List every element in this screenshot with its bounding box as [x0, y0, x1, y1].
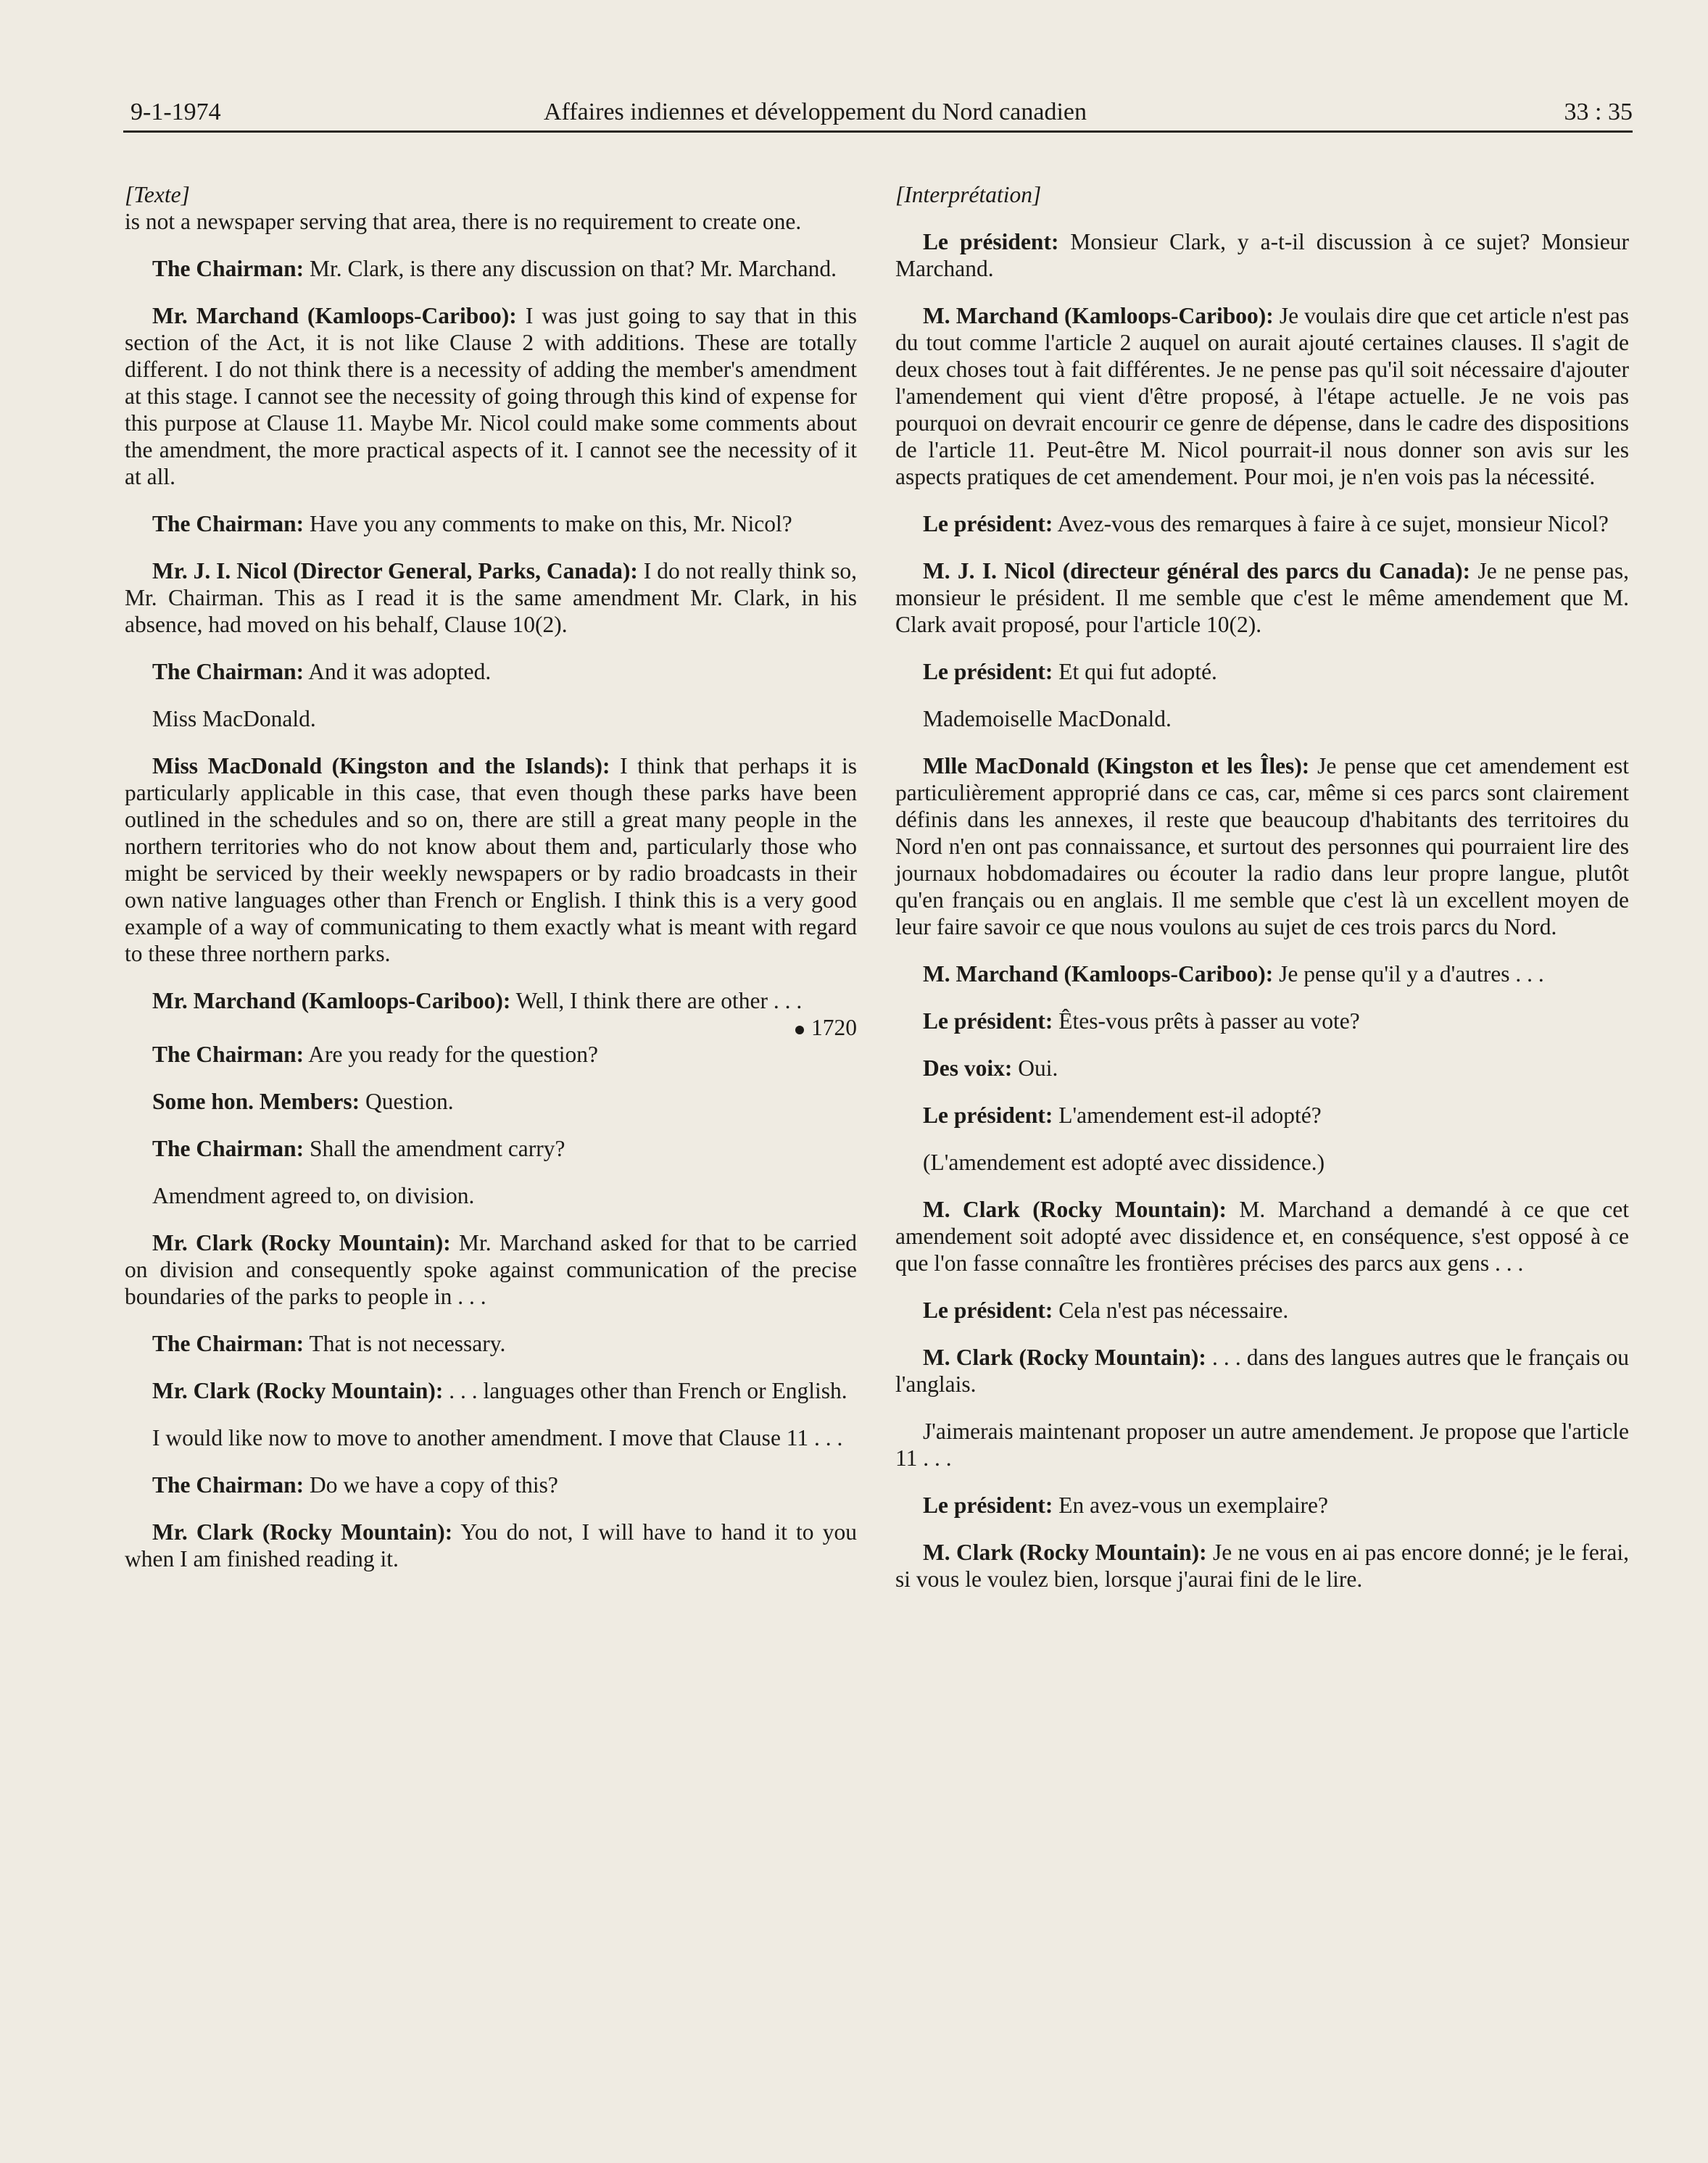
transcript-paragraph	[895, 1539, 1629, 1593]
speaker-name: M. Marchand (Kamloops-Cariboo):	[923, 961, 1274, 987]
right-column	[895, 181, 1629, 1593]
transcript-paragraph	[125, 1041, 857, 1068]
transcript-paragraph	[125, 255, 857, 282]
speech-text: Mademoiselle MacDonald.	[923, 706, 1172, 731]
speech-text: Mr. Clark, is there any discussion on that? Mr. Marchand.	[304, 256, 837, 281]
transcript-paragraph	[895, 705, 1629, 732]
transcript-paragraph	[895, 228, 1629, 282]
speaker-name: The Chairman:	[152, 659, 304, 684]
speech-text: And it was adopted.	[304, 659, 492, 684]
speaker-name: Mr. Marchand (Kamloops-Cariboo):	[152, 303, 517, 328]
left-column	[125, 181, 857, 1572]
header-page-number: 33 : 35	[1564, 99, 1633, 125]
transcript-paragraph	[125, 302, 857, 490]
speaker-name: Le président:	[923, 659, 1053, 684]
transcript-paragraph	[125, 752, 857, 967]
speech-text: Je ne vous en ai pas encore donné; je le ferai, si vous le voulez bien, lorsque j'aurai fini de le lire.	[895, 1540, 1629, 1592]
transcript-paragraph	[125, 1135, 857, 1162]
section-label-fr: [Interprétation]	[895, 182, 1042, 207]
transcript-paragraph	[895, 1344, 1629, 1398]
speaker-name: M. Clark (Rocky Mountain):	[923, 1197, 1227, 1222]
speech-text: Question.	[360, 1089, 454, 1114]
speaker-name: The Chairman:	[152, 256, 304, 281]
speaker-name: Mlle MacDonald (Kingston et les Îles):	[923, 753, 1310, 779]
speaker-name: Mr. J. I. Nicol (Director General, Parks, Canada):	[152, 558, 638, 584]
transcript-paragraph	[125, 557, 857, 638]
transcript-paragraph	[895, 658, 1629, 685]
speech-text: I do not really think so, Mr. Chairman. This as I read it is the same amendment Mr. Clark, in his absence, had moved on his behalf, Clause 10(2).	[125, 558, 857, 637]
speaker-name: M. Clark (Rocky Mountain):	[923, 1540, 1207, 1565]
speaker-name: M. J. I. Nicol (directeur général des parcs du Canada):	[923, 558, 1471, 584]
speech-text: Oui.	[1012, 1055, 1058, 1081]
header-title: Affaires indiennes et développement du Nord canadien	[544, 99, 1087, 125]
speech-text: (L'amendement est adopté avec dissidence.)	[923, 1150, 1325, 1175]
speech-text: Êtes-vous prêts à passer au vote?	[1053, 1008, 1360, 1034]
left-paragraphs	[125, 255, 857, 1014]
speech-text: Amendment agreed to, on division.	[152, 1183, 475, 1208]
transcript-paragraph	[125, 510, 857, 537]
transcript-paragraph	[895, 960, 1629, 987]
transcript-paragraph	[125, 1229, 857, 1310]
transcript-paragraph	[895, 1149, 1629, 1176]
speaker-name: Le président:	[923, 1103, 1053, 1128]
transcript-paragraph	[125, 705, 857, 732]
speech-text: Je ne pense pas, monsieur le président. Il me semble que c'est le même amendement que M. Clark avait proposé, pour l'article 10(2).	[895, 558, 1629, 637]
speech-text: You do not, I will have to hand it to you when I am finished reading it.	[125, 1519, 857, 1572]
transcript-paragraph	[125, 658, 857, 685]
transcript-paragraph	[125, 1377, 857, 1404]
speech-text: Have you any comments to make on this, Mr. Nicol?	[304, 511, 792, 536]
header-date: 9-1-1974	[130, 99, 221, 125]
speaker-name: The Chairman:	[152, 511, 304, 536]
speech-text: Je voulais dire que cet article n'est pas du tout comme l'article 2 auquel on aurait ajouté certaines clauses. Il s'agit de deux choses tout à fait différentes. Je ne pense pas qu'il soit nécessaire d'ajouter l'amendement qui vient d'être proposé, à l'étape actuelle. Je ne vois pas pourquoi on devrait encourir ce genre de dépense, dans le cadre des dispositions de l'article 11. Peut-être M. Nicol pourrait-il nous donner son avis sur les aspects pratiques de cet amendement. Pour moi, je n'en vois pas la nécessité.	[895, 303, 1629, 489]
speaker-name: Some hon. Members:	[152, 1089, 360, 1114]
speech-text: En avez-vous un exemplaire?	[1053, 1492, 1328, 1518]
speaker-name: Mr. Clark (Rocky Mountain):	[152, 1230, 451, 1255]
speech-text: Miss MacDonald.	[152, 706, 316, 731]
speech-text: Monsieur Clark, y a-t-il discussion à ce sujet? Monsieur Marchand.	[895, 229, 1629, 281]
speaker-name: Miss MacDonald (Kingston and the Islands):	[152, 753, 610, 779]
speaker-name: Mr. Clark (Rocky Mountain):	[152, 1519, 453, 1545]
speaker-name: Le président:	[923, 1492, 1053, 1518]
transcript-paragraph	[895, 1055, 1629, 1082]
speech-text: I think that perhaps it is particularly applicable in this case, that even though these parks have been outlined in the schedules and so on, there are still a great many people in the northern territories who do not know about them and, particularly those who might be serviced by their weekly newspapers or by radio broadcasts in their own native languages other than French or English. I think this is a very good example of a way of communicating to them exactly what is meant with regard to these three northern parks.	[125, 753, 857, 966]
page-header	[123, 100, 1633, 133]
transcript-paragraph	[895, 1196, 1629, 1276]
speaker-name: Le président:	[923, 229, 1059, 254]
speech-text: Cela n'est pas nécessaire.	[1053, 1298, 1289, 1323]
transcript-paragraph	[895, 1418, 1629, 1471]
transcript-paragraph	[125, 1471, 857, 1498]
speaker-name: Mr. Marchand (Kamloops-Cariboo):	[152, 988, 511, 1013]
speaker-name: The Chairman:	[152, 1331, 304, 1356]
speech-text: J'aimerais maintenant proposer un autre amendement. Je propose que l'article 11 . . .	[895, 1419, 1629, 1471]
speech-text: Je pense qu'il y a d'autres . . .	[1273, 961, 1544, 987]
continued-paragraph: is not a newspaper serving that area, there is no requirement to create one.	[125, 209, 802, 234]
speaker-name: Des voix:	[923, 1055, 1013, 1081]
speech-text: Avez-vous des remarques à faire à ce sujet, monsieur Nicol?	[1053, 511, 1609, 536]
left-paragraphs-2	[125, 1041, 857, 1572]
speaker-name: The Chairman:	[152, 1136, 304, 1161]
speech-text: I would like now to move to another amendment. I move that Clause 11 . . .	[152, 1425, 843, 1450]
speaker-name: M. Clark (Rocky Mountain):	[923, 1345, 1206, 1370]
transcript-paragraph	[125, 1088, 857, 1115]
time-marker-value: 1720	[811, 1015, 857, 1040]
transcript-paragraph	[125, 987, 857, 1014]
section-label: [Texte]	[125, 182, 190, 207]
speech-text: . . . dans des langues autres que le français ou l'anglais.	[895, 1345, 1630, 1397]
speaker-name: M. Marchand (Kamloops-Cariboo):	[923, 303, 1274, 328]
time-marker	[125, 1014, 857, 1041]
transcript-paragraph	[125, 1519, 857, 1572]
speaker-name: The Chairman:	[152, 1042, 304, 1067]
transcript-paragraph	[895, 752, 1629, 940]
speech-text: Mr. Marchand asked for that to be carried on division and consequently spoke against communication of the precise boundaries of the parks to people in . . .	[125, 1230, 857, 1309]
transcript-paragraph	[895, 302, 1629, 490]
speech-text: Well, I think there are other . . .	[510, 988, 803, 1013]
speech-text: L'amendement est-il adopté?	[1053, 1103, 1322, 1128]
transcript-paragraph	[125, 1330, 857, 1357]
transcript-paragraph	[895, 557, 1629, 638]
transcript-paragraph	[895, 1492, 1629, 1519]
speaker-name: Le président:	[923, 1008, 1053, 1034]
right-paragraphs	[895, 228, 1629, 1593]
speaker-name: The Chairman:	[152, 1472, 304, 1498]
speech-text: That is not necessary.	[304, 1331, 506, 1356]
transcript-paragraph	[895, 510, 1629, 537]
transcript-paragraph	[125, 1424, 857, 1451]
speaker-name: Le président:	[923, 511, 1053, 536]
speech-text: . . . languages other than French or English.	[443, 1378, 847, 1403]
speaker-name: Mr. Clark (Rocky Mountain):	[152, 1378, 444, 1403]
speech-text: M. Marchand a demandé à ce que cet amendement soit adopté avec dissidence et, en conséquence, s'est opposé à ce que l'on fasse connaître les frontières précises des parcs aux gens . . .	[895, 1197, 1629, 1276]
speech-text: Are you ready for the question?	[304, 1042, 599, 1067]
speech-text: Do we have a copy of this?	[304, 1472, 558, 1498]
speech-text: Shall the amendment carry?	[304, 1136, 565, 1161]
speech-text: Et qui fut adopté.	[1053, 659, 1217, 684]
speech-text: Je pense que cet amendement est particulièrement approprié dans ce cas, car, même si ces parcs sont clairement définis dans les annexes, il reste que beaucoup d'habitants des territoires du Nord n'en ont pas connaissance, et surtout des personnes qui pourraient lire des journaux hobdomadaires ou écouter la radio dans leur propre langue, plutôt qu'en français ou en anglais. Il me semble que c'est là un excellent moyen de leur faire savoir ce que nous voulons au sujet de ces trois parcs du Nord.	[895, 753, 1630, 939]
speech-text: I was just going to say that in this section of the Act, it is not like Clause 2 with additions. These are totally different. I do not think there is a necessity of adding the member's amendment at this stage. I cannot see the necessity of going through this kind of expense for this purpose at Clause 11. Maybe Mr. Nicol could make some comments about the amendment, the more practical aspects of it. I cannot see the necessity of it at all.	[125, 303, 858, 489]
speaker-name: Le président:	[923, 1298, 1053, 1323]
transcript-paragraph	[895, 1102, 1629, 1129]
transcript-paragraph	[895, 1008, 1629, 1034]
transcript-paragraph	[895, 1297, 1629, 1324]
transcript-paragraph	[125, 1182, 857, 1209]
bullet-icon	[795, 1026, 804, 1034]
